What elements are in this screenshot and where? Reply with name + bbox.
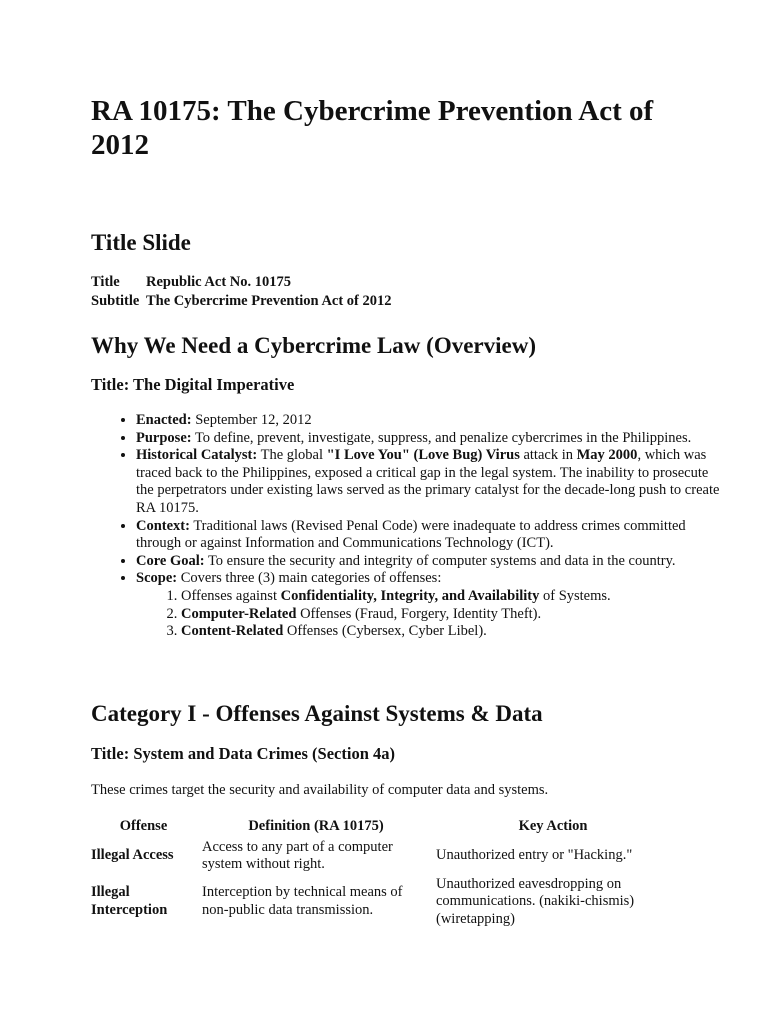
bullet-catalyst-virus: "I Love You" (Love Bug) Virus: [326, 447, 520, 464]
bullet-scope: [136, 570, 726, 640]
col-header-key-action: Key Action: [518, 818, 588, 834]
col-header-offense: Offense: [119, 818, 168, 834]
cell-definition: Access to any part of a computer system without right.: [202, 838, 393, 872]
subheading-system-data-crimes: Title: System and Data Crimes (Section 4a): [91, 744, 395, 763]
col-header-definition: Definition (RA 10175): [248, 818, 384, 834]
category-1-intro: These crimes target the security and availability of computer data and systems.: [91, 782, 549, 798]
bullet-enacted: [136, 412, 726, 430]
cell-offense: Illegal Access: [91, 847, 174, 864]
subheading-digital-imperative: Title: The Digital Imperative: [91, 375, 295, 394]
table-row: [88, 838, 673, 875]
bullet-core-goal: [136, 553, 726, 571]
bullet-context-label: Context:: [136, 517, 190, 534]
bullet-scope-label: Scope:: [136, 570, 178, 587]
scope-item-content-related-bold: Content-Related: [181, 623, 284, 640]
bullet-catalyst-label: Historical Catalyst:: [136, 447, 258, 464]
bullet-purpose-label: Purpose:: [136, 429, 192, 446]
cell-definition: Interception by technical means of non-public data transmission.: [202, 884, 403, 918]
cell-offense: Illegal Interception: [91, 884, 168, 918]
bullet-context-text: Traditional laws (Revised Penal Code) were inadequate to address crimes committed through or against Information and Communications Technology (ICT).: [136, 517, 686, 552]
bullet-enacted-text: September 12, 2012: [191, 412, 312, 428]
heading-title-slide: Title Slide: [91, 230, 191, 255]
bullet-core-goal-text: To ensure the security and integrity of computer systems and data in the country.: [204, 552, 676, 569]
scope-item-computer-related-post: Offenses (Fraud, Forgery, Identity Theft).: [296, 605, 542, 622]
scope-item-cia-bold: Confidentiality, Integrity, and Availability: [280, 587, 540, 604]
bullet-context: [136, 518, 726, 553]
subtitle-row-key: Subtitle: [91, 293, 140, 309]
bullet-scope-text: Covers three (3) main categories of offenses:: [177, 570, 442, 587]
scope-item-computer-related-bold: Computer-Related: [181, 605, 297, 622]
heading-category-1: Category I - Offenses Against Systems & Data: [91, 701, 543, 726]
offenses-table: [88, 817, 673, 929]
subtitle-row-value: The Cybercrime Prevention Act of 2012: [146, 293, 392, 309]
scope-item-computer-related: [181, 606, 726, 624]
title-row-key: Title: [91, 274, 120, 290]
bullet-purpose: [136, 430, 726, 448]
bullet-catalyst-date: May 2000: [576, 447, 638, 464]
scope-item-cia: [181, 588, 726, 606]
heading-overview: Why We Need a Cybercrime Law (Overview): [91, 333, 536, 358]
bullet-catalyst-text-2: attack in: [519, 447, 577, 464]
table-header-row: [88, 817, 673, 838]
cell-key-action: Unauthorized entry or "Hacking.": [436, 847, 633, 864]
scope-item-content-related: [181, 623, 726, 641]
cell-key-action: Unauthorized eavesdropping on communications. (nakiki-chismis) (wiretapping): [436, 875, 635, 927]
scope-item-cia-post: of Systems.: [539, 587, 611, 604]
document-title: RA 10175: The Cybercrime Prevention Act of 2012: [91, 95, 654, 161]
bullet-core-goal-label: Core Goal:: [136, 552, 205, 569]
scope-item-content-related-post: Offenses (Cybersex, Cyber Libel).: [283, 623, 487, 640]
bullet-historical-catalyst: [136, 447, 726, 517]
bullet-enacted-label: Enacted:: [136, 412, 192, 428]
title-row: [91, 273, 291, 292]
scope-item-cia-pre: Offenses against: [181, 587, 281, 604]
scope-numbered-list: [136, 588, 726, 641]
title-row-value: Republic Act No. 10175: [146, 274, 291, 290]
overview-bullet-list: [91, 412, 726, 641]
bullet-catalyst-text-1: The global: [257, 447, 327, 464]
bullet-purpose-text: To define, prevent, investigate, suppress, and penalize cybercrimes in the Philippines.: [191, 429, 692, 446]
bullet-catalyst-text-3: , which was traced back to the Philippines, exposed a critical gap in the legal system. The inability to prosecute the perpetrators under existing laws served as the primary catalyst for the decade-long push to create RA 10175.: [136, 447, 720, 516]
subtitle-row: [91, 292, 392, 311]
table-row: [88, 875, 673, 930]
